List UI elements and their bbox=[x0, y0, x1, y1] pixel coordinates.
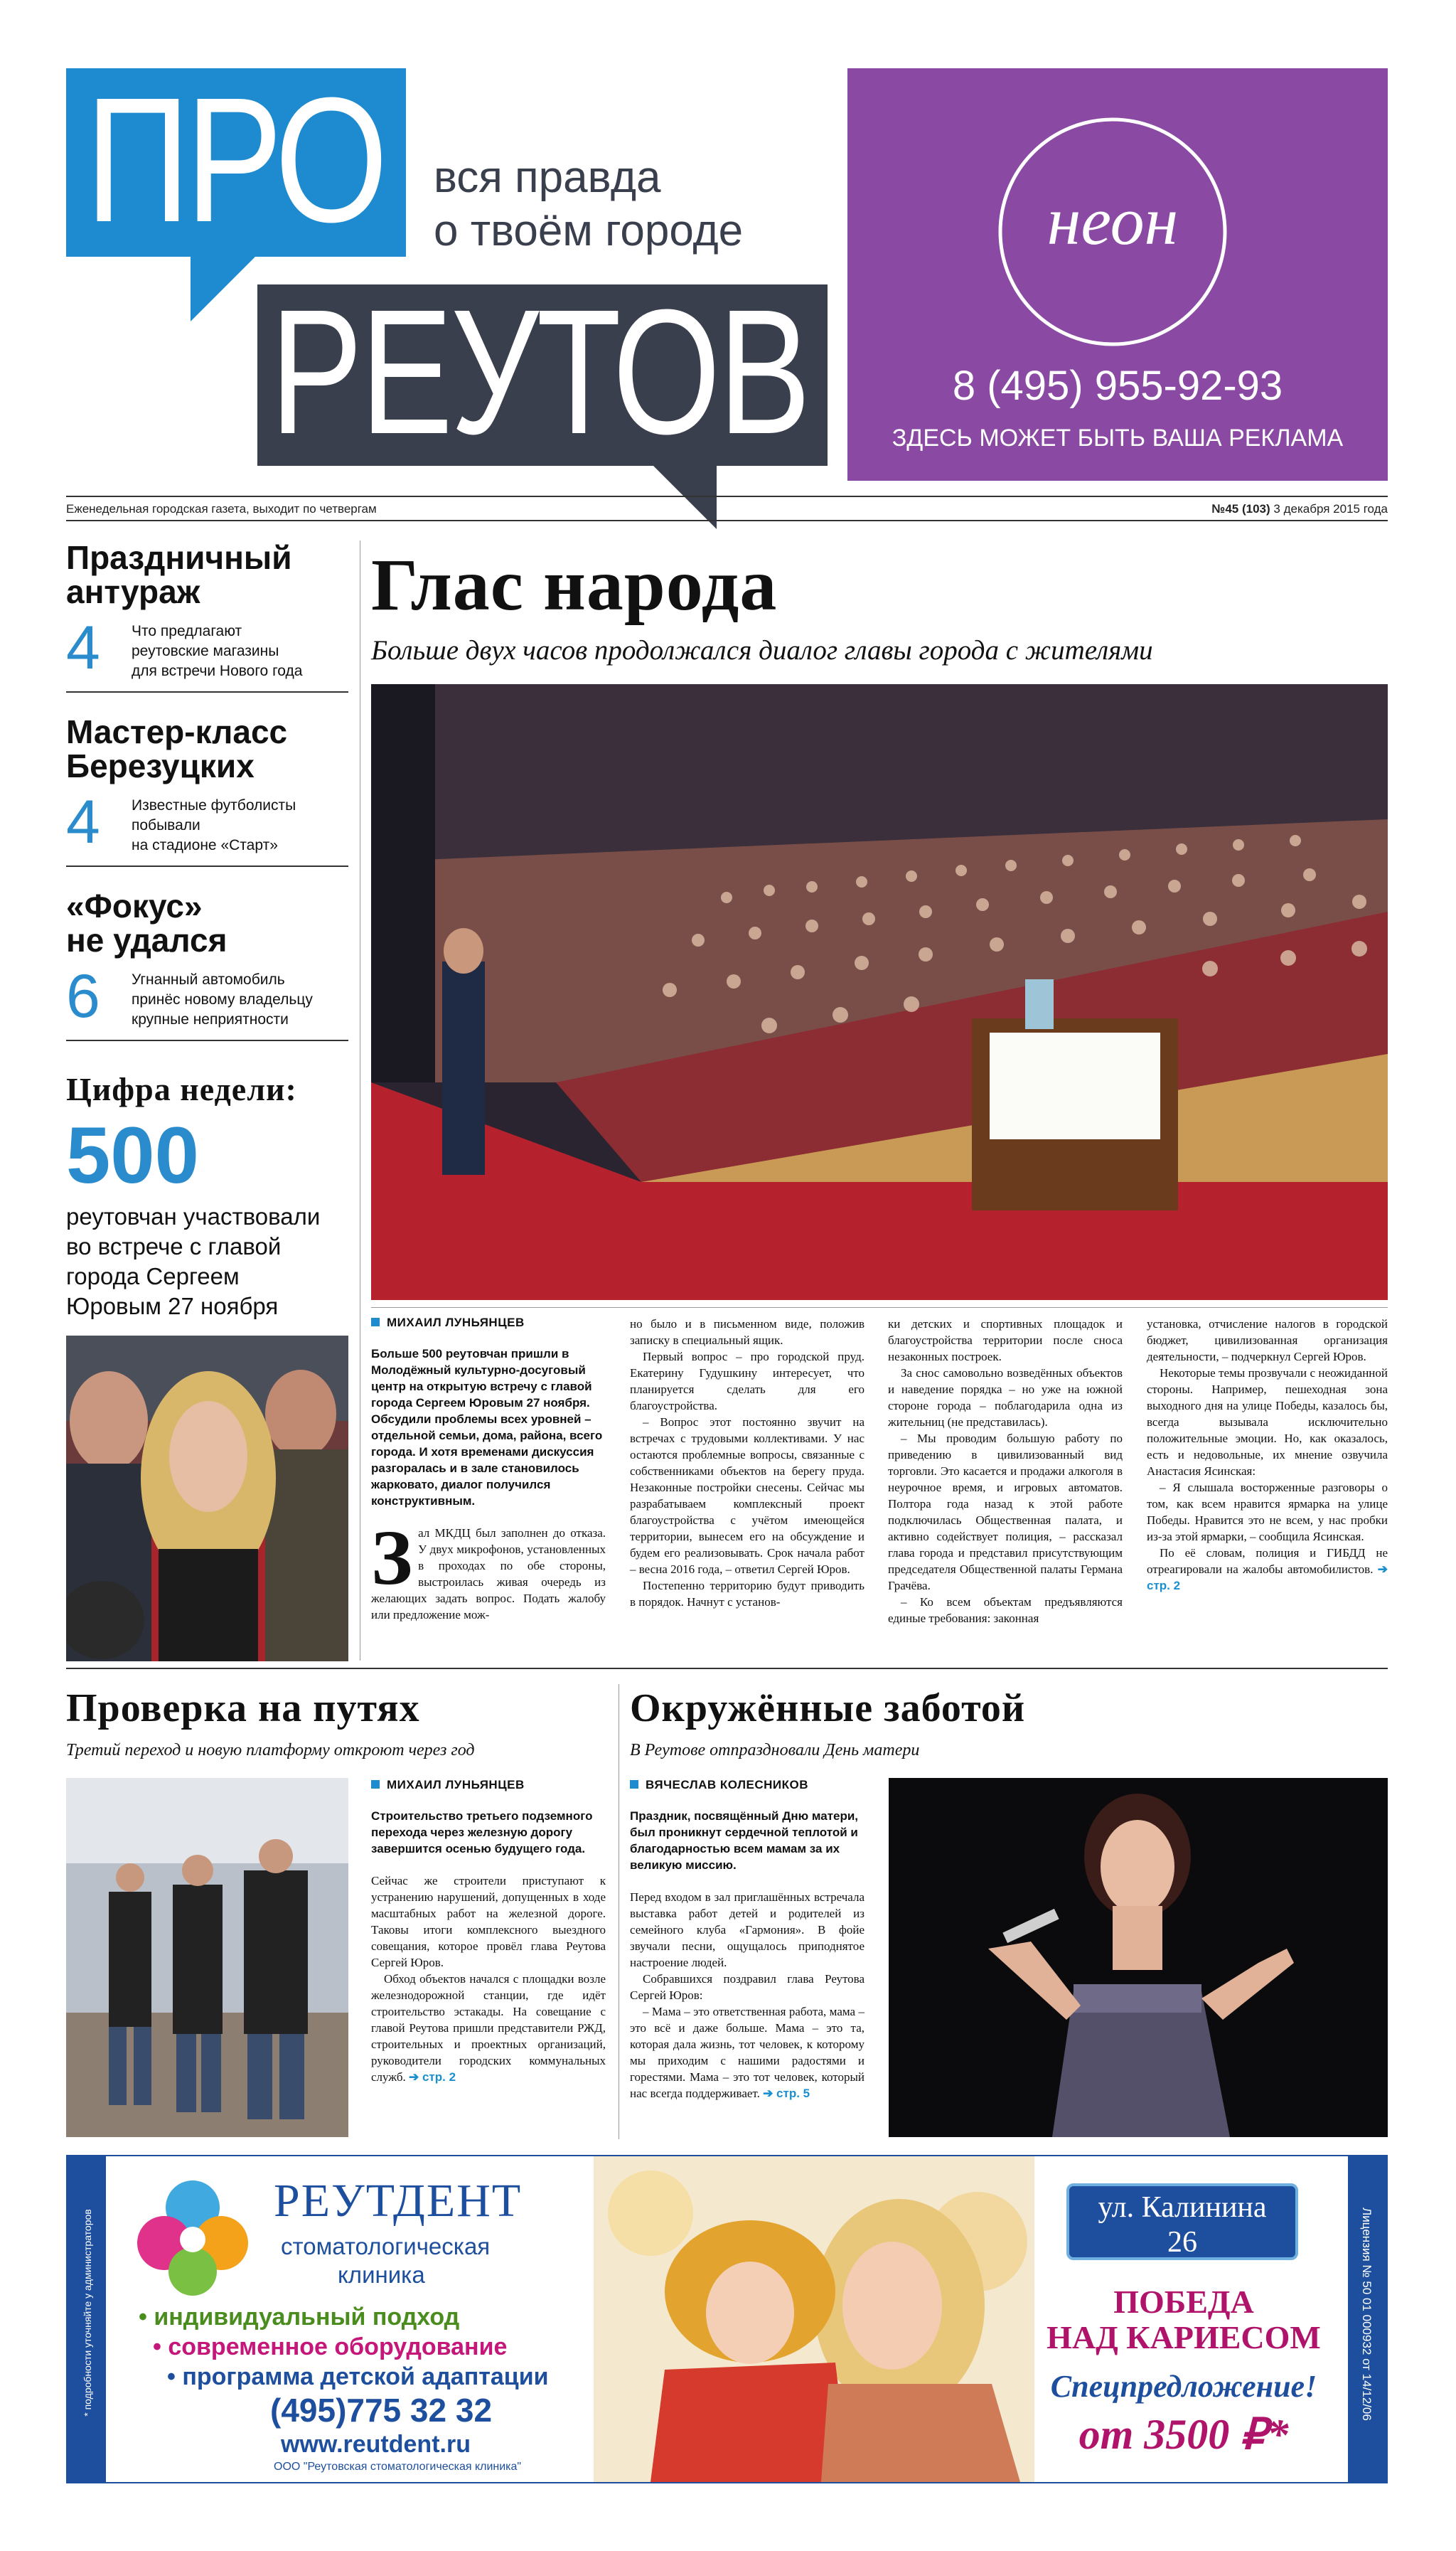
ad-clinic-line2: клиника bbox=[338, 2262, 425, 2288]
figure-label: Цифра недели: bbox=[66, 1071, 297, 1107]
ad-address-line2: 26 bbox=[1167, 2226, 1197, 2259]
main-col-1 bbox=[371, 1316, 606, 1623]
top-ad[interactable] bbox=[847, 68, 1388, 481]
teaser-3[interactable] bbox=[66, 889, 348, 1042]
story2-lead: Строительство третьего подземного перехода через железную дорогу завершится осенью будущего года. bbox=[371, 1809, 593, 1855]
ad-site[interactable]: www.reutdent.ru bbox=[281, 2431, 471, 2458]
ad-clinic-line1: стоматологическая bbox=[281, 2233, 491, 2259]
ad-slogan-line2: НАД КАРИЕСОМ bbox=[1046, 2319, 1321, 2355]
logo-top-tail bbox=[191, 256, 256, 321]
town-hall-meeting-photo bbox=[371, 684, 1388, 1300]
story3-more-link[interactable]: ➔ стр. 5 bbox=[763, 2087, 810, 2100]
sidebar bbox=[66, 540, 348, 1661]
tagline-line2: о твоём городе bbox=[434, 206, 744, 255]
masthead-subtitle: Еженедельная городская газета, выходит по четвергам bbox=[66, 502, 377, 516]
ad-address-line1: ул. Калинина bbox=[1098, 2191, 1267, 2224]
teaser-2[interactable] bbox=[66, 715, 348, 868]
teaser-title: «Фокус» не удался bbox=[66, 888, 228, 959]
masthead-issue-date bbox=[1211, 502, 1388, 516]
issue-date: 3 декабря 2015 года bbox=[1273, 502, 1388, 516]
figure-text: реутовчан участвовали во встрече с главой города Сергеем Юровым 27 ноября bbox=[66, 1203, 321, 1319]
ad-bullets: • индивидуальный подход • современное оборудование • программа детской адаптации bbox=[139, 2304, 549, 2390]
masthead-rule-bottom bbox=[66, 520, 1388, 521]
singer-photo bbox=[889, 1778, 1388, 2137]
mother-child-photo bbox=[594, 2156, 1034, 2482]
section-rule bbox=[66, 1668, 1388, 1669]
masthead-rule-top bbox=[66, 496, 1388, 497]
main-subheadline: Больше двух часов продолжался диалог главы города с жителями bbox=[371, 635, 1153, 666]
main-headline: Глас народа bbox=[371, 544, 778, 626]
masthead bbox=[0, 0, 1456, 519]
story3-text bbox=[630, 1778, 864, 2102]
ad-offer-line2: от 3500 ₽* bbox=[1078, 2411, 1289, 2458]
teaser-page: 4 bbox=[66, 788, 100, 856]
ad-offer-line1: Спецпредложение! bbox=[1050, 2369, 1317, 2404]
paragraph: – Мама – это ответственная работа, мама – это всё и даже больше. Мама – это та, которая дала жизнь, тот человек, к которому мы приходим с нашими радостями и горестями. Мама – это тот человек, который нас всегда поддерживает. ➔ стр. 5 bbox=[630, 2005, 864, 2100]
main-author: МИХАИЛ ЛУНЬЯНЦЕВ bbox=[371, 1316, 606, 1330]
paragraph: По её словам, полиция и ГИБДД не отреагировали на жалобы автомобилистов. ➔ стр. 2 bbox=[1147, 1546, 1388, 1592]
teaser-divider bbox=[66, 1040, 348, 1041]
main-col-4 bbox=[1147, 1316, 1388, 1594]
issue-number: №45 (103) bbox=[1211, 502, 1270, 516]
paragraph: Первый вопрос – про городской пруд. Екатерину Гудушкину интересует, что планируется сделать для его благоустройства. bbox=[630, 1350, 864, 1412]
main-lead: Больше 500 реутовчан пришли в Молодёжный культурно-досуговый центр на открытую встречу с главой города Сергеем Юровым 27 ноября. Обсудили проблемы всех уровней – отдельной семьи, дома, района, всего города. И хотя временами дискуссия разгоралась и в зале становилось жарковато, диалог получился конструктивным. bbox=[371, 1347, 603, 1508]
paragraph: ки детских и спортивных площадок и благоустройства территории после сноса незаконных построек. bbox=[888, 1317, 1123, 1363]
story2-author: МИХАИЛ ЛУНЬЯНЦЕВ bbox=[371, 1778, 606, 1792]
logo-top-text: ПРО bbox=[85, 60, 384, 259]
teaser-text: Что предлагают реутовские магазины для встречи Нового года bbox=[132, 623, 303, 679]
dropcap: З bbox=[371, 1514, 413, 1601]
main-col1-body: ал МКДЦ был заполнен до отказа. У двух микрофонов, установленных в проходах по обе стороны, выстроилась живая очередь из желающих задать вопрос. Подать жалобу или предложение мож- bbox=[371, 1526, 606, 1621]
teaser-title: Праздничный антураж bbox=[66, 539, 292, 610]
ad-side-left-text: * подробности уточняйте у администраторов bbox=[82, 2209, 93, 2417]
story3-subheadline: В Реутове отпраздновали День матери bbox=[630, 1741, 920, 1759]
teaser-page: 4 bbox=[66, 614, 100, 682]
dental-ad[interactable] bbox=[66, 2155, 1388, 2483]
story3-lead: Праздник, посвящённый Дню матери, был проникнут сердечной теплотой и благодарностью всем мамам за их великую миссию. bbox=[630, 1809, 858, 1872]
tagline-line1: вся правда bbox=[434, 153, 661, 202]
paragraph: Собравшихся поздравил глава Реутова Сергей Юров: bbox=[630, 1972, 864, 2002]
ad-brand: РЕУТДЕНТ bbox=[274, 2175, 523, 2227]
paragraph: – Мы проводим большую работу по приведению в цивилизованный вид торговли. Это касается и продажи алкоголя в неурочное время, и игровых автоматов. Полтора года назад к этой работе подключилась Общественная палата, и активно содействует полиция, – рассказал глава города и представил присутствующим председателя Общественной палаты Германа Грачёва. bbox=[888, 1432, 1123, 1592]
paragraph: – Я слышала восторженные разговоры о том, как всем нравится ярмарка на улице Победы. Нравится это не всем, у нас пробки из-за этой ярмарки, – сообщила Ясинская. bbox=[1147, 1481, 1388, 1543]
story2-headline: Проверка на путях bbox=[66, 1686, 420, 1730]
ad-side-right-text: Лицензия № 50 01 000932 от 14/12/06 bbox=[1360, 2208, 1374, 2421]
clover-logo-icon bbox=[129, 2172, 257, 2300]
audience-woman-photo bbox=[66, 1336, 348, 1661]
story3-headline: Окружённые заботой bbox=[630, 1686, 1026, 1730]
ad-address-badge bbox=[1066, 2183, 1298, 2260]
railway-inspection-photo bbox=[66, 1778, 348, 2137]
main-more-link[interactable]: ➔ стр. 2 bbox=[1147, 1562, 1388, 1592]
main-col-2 bbox=[630, 1316, 864, 1610]
paragraph: За снос самовольно возведённых объектов и наведение порядка – но уже на южной стороне города – поблагодарила одна из жительниц (не представилась). bbox=[888, 1366, 1123, 1429]
paragraph: но было и в письменном виде, положив записку в специальный ящик. bbox=[630, 1317, 864, 1347]
paragraph: – Ко всем объектам предъявляются единые требования: законная bbox=[888, 1595, 1123, 1625]
teaser-1[interactable] bbox=[66, 540, 348, 693]
neon-brand: неон bbox=[1046, 183, 1179, 259]
paragraph: Обход объектов начался с площадки возле железнодорожной станции, где идёт строительство эстакады. На совещание с главой Реутова пришли представители РЖД, строительных и проектных организаций, руководители городских коммунальных служб. ➔ стр. 2 bbox=[371, 1972, 606, 2084]
story2-text bbox=[371, 1778, 606, 2085]
teaser-divider bbox=[66, 866, 348, 867]
main-story-rule bbox=[371, 1307, 1388, 1308]
paragraph: – Вопрос этот постоянно звучит на встречах с трудовыми коллективами. У нас остаются проблемные вопросы, связанные с собственниками объектов на берегу пруда. Незаконные постройки снесены. Сейчас мы разрабатываем комплексный проект благоустройства с учётом имеющейся территории, вынесем его на обсуждение и будем его реализовывать. Срок начала работ – весна 2016 года, – ответил Сергей Юров. bbox=[630, 1415, 864, 1576]
figure-value: 500 bbox=[66, 1111, 199, 1200]
ad-slogan-line1: ПОБЕДА bbox=[1113, 2284, 1254, 2320]
paragraph: Постепенно территорию будут приводить в порядок. Начнут с установ- bbox=[630, 1579, 864, 1609]
story2-subheadline: Третий переход и новую платформу откроют через год bbox=[66, 1741, 475, 1759]
story3-author: ВЯЧЕСЛАВ КОЛЕСНИКОВ bbox=[630, 1778, 864, 1792]
teaser-page: 6 bbox=[66, 962, 100, 1030]
logo-bottom-text: РЕУТОВ bbox=[270, 272, 809, 471]
teaser-title: Мастер-класс Березуцких bbox=[66, 713, 288, 784]
paragraph: Сейчас же строители приступают к устранению нарушений, допущенных в ходе масштабных работ на железной дороге. Таковы итоги комплексного выездного совещания, которое провёл глава Реутова Сергей Юров. bbox=[371, 1874, 606, 1969]
teaser-text: Угнанный автомобиль принёс новому владельцу крупные неприятности bbox=[132, 971, 313, 1028]
paragraph: установка, отчисление налогов в городской бюджет, цивилизованная организация деятельности, – подчеркнул Сергей Юров. bbox=[1147, 1317, 1388, 1363]
paragraph: Перед входом в зал приглашённых встречала выставка работ детей и родителей из семейного клуба «Гармония». В фойе звучали песни, ощущалось приподнятое настроение людей. bbox=[630, 1890, 864, 1969]
ad-company: ООО "Реутовская стоматологическая клиника" bbox=[274, 2461, 522, 2473]
ad-phone[interactable]: (495)775 32 32 bbox=[270, 2392, 493, 2429]
paragraph: Некоторые темы прозвучали с неожиданной стороны. Например, пешеходная зона выходного дня на улице Победы, казалось бы, всегда вызывала исключительно положительные эмоции. Но, как оказалось, есть и недовольные, их мнение озвучила Анастасия Ясинская: bbox=[1147, 1366, 1388, 1478]
top-ad-phone: 8 (495) 955-92-93 bbox=[952, 363, 1283, 409]
main-body-start bbox=[371, 1514, 606, 1623]
teaser-text: Известные футболисты побывали на стадионе «Старт» bbox=[132, 797, 296, 853]
main-col-3 bbox=[888, 1316, 1123, 1626]
teaser-divider bbox=[66, 691, 348, 693]
top-ad-text: ЗДЕСЬ МОЖЕТ БЫТЬ ВАША РЕКЛАМА bbox=[892, 425, 1344, 452]
story2-more-link[interactable]: ➔ стр. 2 bbox=[408, 2070, 456, 2084]
